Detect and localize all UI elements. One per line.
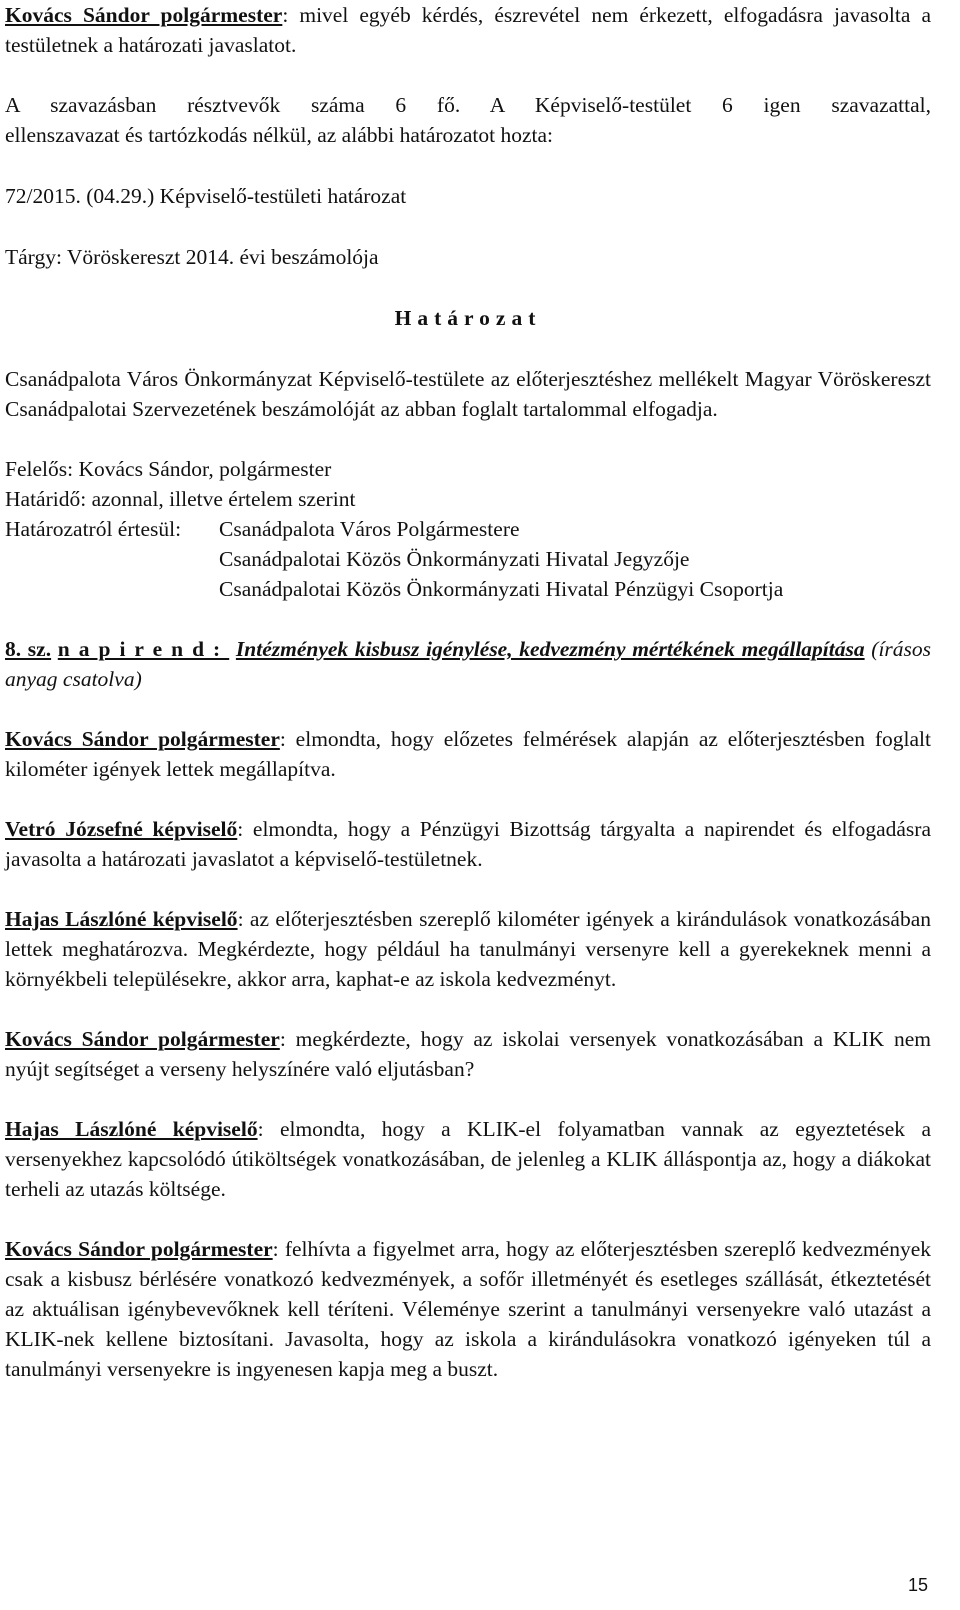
discussion-paragraph: [5, 1024, 931, 1084]
speaker-text: : elmondta, hogy előzetes felmérések alapján az előterjesztésben foglalt kilométer igények lettek megállapítva.: [5, 727, 931, 781]
resolution-subject: Tárgy: Vöröskereszt 2014. évi beszámolója: [5, 245, 379, 269]
paragraph-mayor-intro: [5, 0, 931, 60]
document-page: [5, 0, 931, 1384]
speaker-text: : mivel egyéb kérdés, észrevétel nem érkezett, elfogadásra javasolta a testületnek a határozati javaslatot.: [5, 3, 932, 57]
resolution-heading: Határozat: [394, 306, 542, 330]
speaker-text: : megkérdezte, hogy az iskolai versenyek vonatkozásában a KLIK nem nyújt segítséget a verseny helyszínére való eljutásban?: [5, 1027, 931, 1081]
agenda-label: napirend:: [57, 637, 230, 661]
recipient-item: Csanádpalotai Közös Önkormányzati Hivatal Jegyzője: [219, 547, 690, 571]
speaker-name: Hajas Lászlóné képviselő: [5, 907, 238, 931]
agenda-number: 8. sz.: [5, 637, 52, 661]
discussion-paragraph: [5, 1234, 931, 1384]
speaker-text: : felhívta a figyelmet arra, hogy az előterjesztésben szereplő kedvezmények csak a kisbusz bérlésére vonatkozó kedvezmények, a sofőr illetményét és esetleges szállását, étkeztetését az aktuálisan igénybevevőknek kell téríteni. Véleménye szerint a tanulmányi versenyekre való utazást a KLIK-nek kellene biztosítani. Javasolta, hogy az iskola a kirándulásokra vonatkozó igényeken túl a tanulmányi versenyekre is ingyenesen kapja meg a buszt.: [5, 1237, 931, 1381]
discussion-paragraph: [5, 1114, 931, 1204]
speaker-name: Kovács Sándor polgármester: [5, 3, 283, 27]
resolution-deadline: Határidő: azonnal, illetve értelem szerint: [5, 487, 356, 511]
recipient-item: Csanádpalota Város Polgármestere: [219, 517, 520, 541]
speaker-name: Kovács Sándor polgármester: [5, 727, 280, 751]
discussion-paragraph: [5, 814, 931, 874]
speaker-name: Kovács Sándor polgármester: [5, 1237, 273, 1261]
recipients-list: [219, 514, 783, 604]
recipients-label: Határozatról értesül:: [5, 517, 182, 541]
speaker-name: Hajas Lászlóné képviselő: [5, 1117, 258, 1141]
speaker-text: : az előterjesztésben szereplő kilométer igények a kirándulások vonatkozásában lettek meghatározva. Megkérdezte, hogy például ha tanulmányi versenyre kell a gyerekeknek menni a környékbeli településekre, akkor arra, kaphat-e az iskola kedvezményt.: [5, 907, 931, 991]
speaker-name: Kovács Sándor polgármester: [5, 1027, 280, 1051]
resolution-body: Csanádpalota Város Önkormányzat Képviselő-testülete az előterjesztéshez mellékelt Magyar Vöröskereszt Csanádpalotai Szervezetének beszámolóját az abban foglalt tartalommal elfogadja.: [5, 367, 931, 421]
discussion-paragraph: [5, 904, 931, 994]
resolution-responsible: Felelős: Kovács Sándor, polgármester: [5, 457, 332, 481]
agenda-heading: [5, 634, 931, 694]
page-number: 15: [907, 1575, 928, 1595]
resolution-number: 72/2015. (04.29.) Képviselő-testületi határozat: [5, 184, 407, 208]
agenda-title: Intézmények kisbusz igénylése, kedvezmény mértékének megállapítása: [235, 637, 865, 661]
resolution-recipients: [5, 514, 931, 604]
vote-line-1: A szavazásban résztvevők száma 6 fő. A Képviselő-testület 6 igen szavazattal,: [5, 93, 931, 117]
speaker-text: : elmondta, hogy a Pénzügyi Bizottság tárgyalta a napirendet és elfogadásra javasolta a határozati javaslatot a képviselő-testületnek.: [5, 817, 931, 871]
speaker-text: : elmondta, hogy a KLIK-el folyamatban vannak az egyeztetések a versenyekhez kapcsolódó útiköltségek vonatkozásában, de jelenleg a KLIK álláspontja az, hogy a diákokat terheli az utazás költsége.: [5, 1117, 931, 1201]
agenda-note: (írásos anyag csatolva): [5, 637, 932, 691]
discussion-paragraph: [5, 724, 931, 784]
vote-line-2: ellenszavazat és tartózkodás nélkül, az alábbi határozatot hozta:: [5, 123, 553, 147]
recipient-item: Csanádpalotai Közös Önkormányzati Hivatal Pénzügyi Csoportja: [219, 577, 784, 601]
speaker-name: Vetró Józsefné képviselő: [5, 817, 238, 841]
